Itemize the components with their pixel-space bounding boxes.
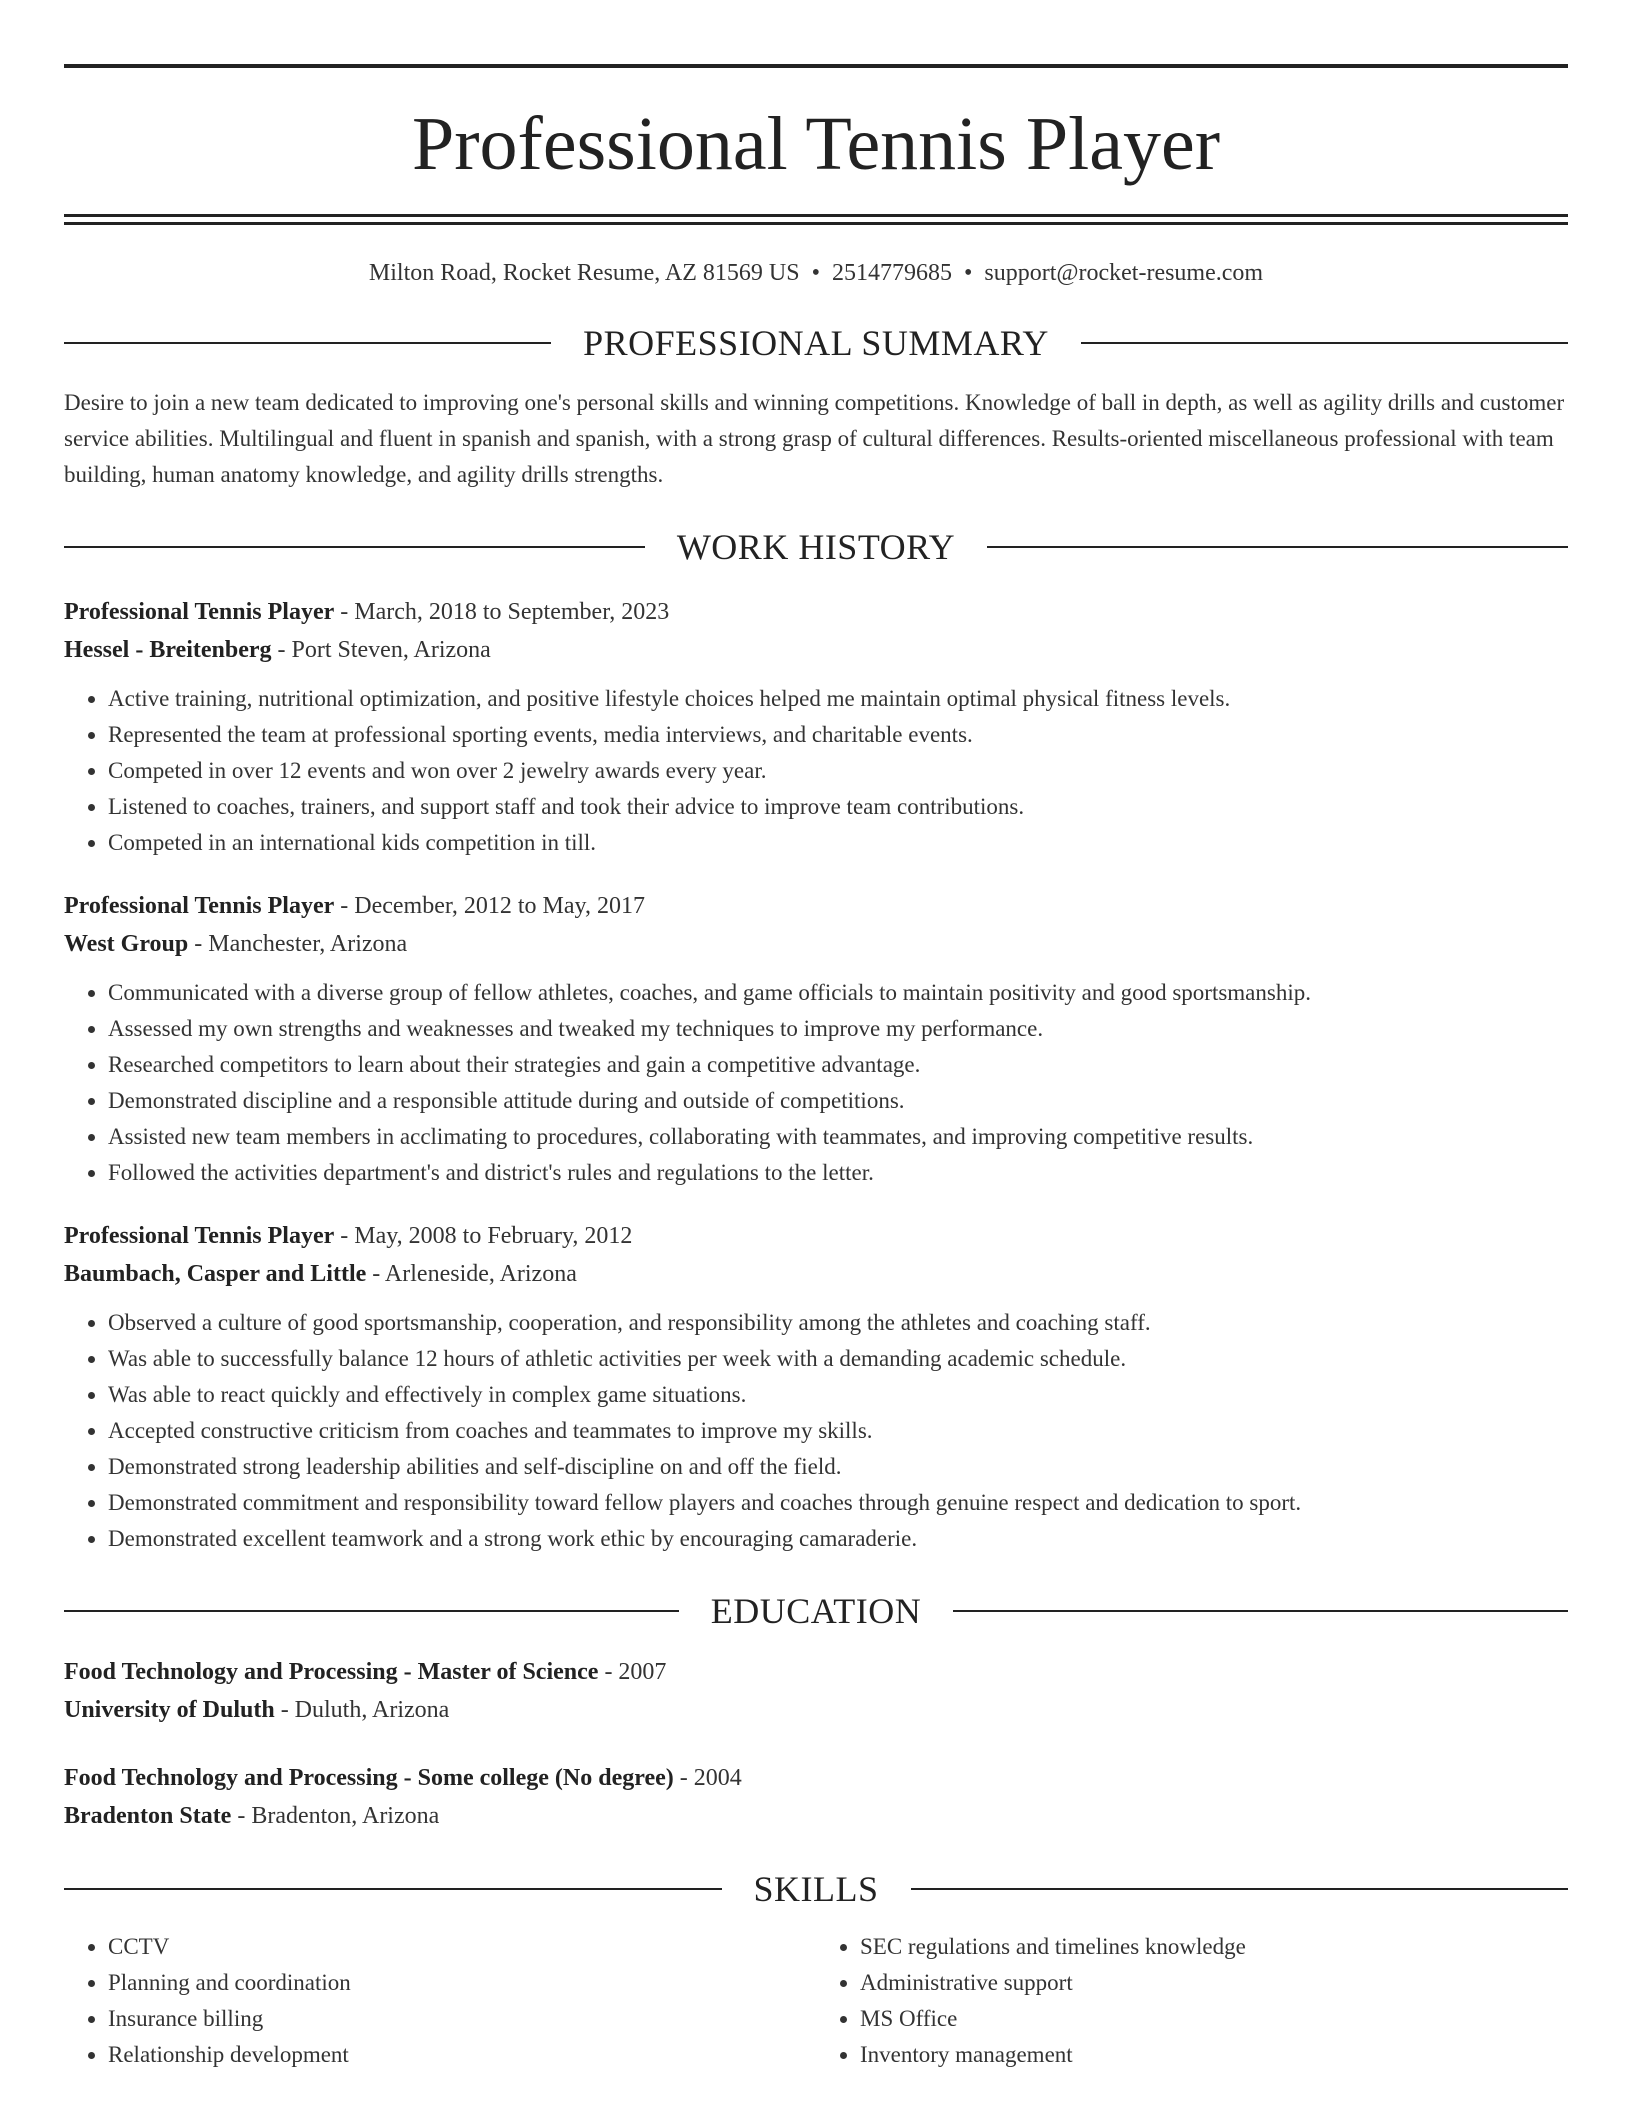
heading-rule-left <box>64 1888 722 1890</box>
job-dates: - May, 2008 to February, 2012 <box>334 1223 633 1249</box>
job-entry <box>64 593 1568 861</box>
job-bullet: • Observed a culture of good sportsmanship, cooperation, and responsibility among the athletes and coaching staff. <box>108 1305 1568 1341</box>
skills-columns <box>64 1929 1568 2073</box>
job-bullet: • Active training, nutritional optimization, and positive lifestyle choices helped me maintain optimal physical fitness levels. <box>108 681 1568 717</box>
section-heading-skills <box>64 1869 1568 1909</box>
section-title: SKILLS <box>753 1869 879 1909</box>
job-bullets <box>64 681 1568 861</box>
summary-text: Desire to join a new team dedicated to improving one's personal skills and winning competitions. Knowledge of ball in depth, as well as agility drills and customer service abilities. Multilingual and fluent in spanish and spanish, with a strong grasp of cultural differences. Results-oriented miscellaneous professional with team building, human anatomy knowledge, and agility drills strengths. <box>64 390 1565 487</box>
section-title: WORK HISTORY <box>676 527 956 567</box>
skill-item: • Insurance billing <box>108 2001 816 2037</box>
school-location: - Duluth, Arizona <box>274 1697 450 1723</box>
job-bullet: • Researched competitors to learn about their strategies and gain a competitive advantage. <box>108 1047 1568 1083</box>
section-heading-work <box>64 527 1568 567</box>
job-bullet: • Competed in over 12 events and won over 2 jewelry awards every year. <box>108 753 1568 789</box>
job-entry <box>64 1217 1568 1557</box>
school-line <box>64 1797 1568 1835</box>
separator-dot: • <box>811 260 820 286</box>
education-entry <box>64 1759 1568 1835</box>
heading-rule-right <box>953 1610 1568 1612</box>
resume-content <box>64 64 1568 2073</box>
job-bullet: • Listened to coaches, trainers, and support staff and took their advice to improve team contributions. <box>108 789 1568 825</box>
heading-rule-right <box>987 546 1568 548</box>
job-company: Baumbach, Casper and Little <box>64 1261 367 1287</box>
section-title: EDUCATION <box>710 1591 922 1631</box>
job-company-line <box>64 1255 1568 1293</box>
skills-list-right <box>816 1929 1568 2073</box>
job-bullet: • Demonstrated discipline and a responsible attitude during and outside of competitions. <box>108 1083 1568 1119</box>
skill-item: • MS Office <box>860 2001 1568 2037</box>
heading-rule-left <box>64 546 645 548</box>
skill-item: • SEC regulations and timelines knowledge <box>860 1929 1568 1965</box>
contact-line <box>64 257 1568 289</box>
job-bullet: • Competed in an international kids competition in till. <box>108 825 1568 861</box>
job-title: Professional Tennis Player <box>64 893 335 919</box>
skills-list-left <box>64 1929 816 2073</box>
job-company: Hessel - Breitenberg <box>64 637 272 663</box>
school: University of Duluth <box>64 1697 275 1723</box>
section-heading-summary <box>64 323 1568 363</box>
separator-dot: • <box>963 260 973 286</box>
page-title: Professional Tennis Player <box>411 102 1221 186</box>
degree-line <box>64 1759 1568 1797</box>
school-location: - Bradenton, Arizona <box>231 1803 440 1829</box>
job-entry <box>64 887 1568 1191</box>
degree: Food Technology and Processing - Some college (No degree) <box>64 1765 674 1791</box>
heading-rule-left <box>64 1610 679 1612</box>
job-bullet: • Demonstrated excellent teamwork and a strong work ethic by encouraging camaraderie. <box>108 1521 1568 1557</box>
skill-item: • Inventory management <box>860 2037 1568 2073</box>
job-company-line <box>64 925 1568 963</box>
job-bullet: • Assisted new team members in acclimating to procedures, collaborating with teammates, and improving competitive results. <box>108 1119 1568 1155</box>
contact-phone: 2514779685 <box>831 260 952 286</box>
job-bullet: • Demonstrated strong leadership abilities and self-discipline on and off the field. <box>108 1449 1568 1485</box>
section-title: PROFESSIONAL SUMMARY <box>583 323 1049 363</box>
skill-item: • Administrative support <box>860 1965 1568 2001</box>
degree-year: - 2004 <box>673 1765 742 1791</box>
job-bullet: • Accepted constructive criticism from coaches and teammates to improve my skills. <box>108 1413 1568 1449</box>
education-entry <box>64 1653 1568 1729</box>
double-rule <box>64 214 1568 225</box>
contact-email: support@rocket-resume.com <box>984 260 1264 286</box>
contact-address: Milton Road, Rocket Resume, AZ 81569 US <box>368 260 800 286</box>
job-title: Professional Tennis Player <box>64 1223 335 1249</box>
skill-item: • CCTV <box>108 1929 816 1965</box>
job-bullet: • Was able to react quickly and effectively in complex game situations. <box>108 1377 1568 1413</box>
job-bullet: • Communicated with a diverse group of fellow athletes, coaches, and game officials to maintain positivity and good sportsmanship. <box>108 975 1568 1011</box>
job-company: West Group <box>64 931 189 957</box>
job-location: - Port Steven, Arizona <box>271 637 491 663</box>
job-location: - Manchester, Arizona <box>188 931 408 957</box>
job-location: - Arleneside, Arizona <box>366 1261 577 1287</box>
job-dates: - December, 2012 to May, 2017 <box>334 893 645 919</box>
heading-rule-left <box>64 342 551 344</box>
job-bullet: • Assessed my own strengths and weaknesses and tweaked my techniques to improve my performance. <box>108 1011 1568 1047</box>
job-bullet: • Was able to successfully balance 12 hours of athletic activities per week with a demanding academic schedule. <box>108 1341 1568 1377</box>
skill-item: • Planning and coordination <box>108 1965 816 2001</box>
degree-line <box>64 1653 1568 1691</box>
job-bullet: • Demonstrated commitment and responsibility toward fellow players and coaches through genuine respect and dedication to sport. <box>108 1485 1568 1521</box>
degree: Food Technology and Processing - Master of Science <box>64 1659 599 1685</box>
job-bullets <box>64 1305 1568 1557</box>
degree-year: - 2007 <box>598 1659 667 1685</box>
job-bullet: • Represented the team at professional sporting events, media interviews, and charitable events. <box>108 717 1568 753</box>
job-dates: - March, 2018 to September, 2023 <box>334 599 670 625</box>
heading-rule-right <box>1081 342 1568 344</box>
section-heading-education <box>64 1591 1568 1631</box>
job-title-line <box>64 1217 1568 1255</box>
job-bullet: • Followed the activities department's and district's rules and regulations to the letter. <box>108 1155 1568 1191</box>
heading-rule-right <box>911 1888 1569 1890</box>
job-title: Professional Tennis Player <box>64 599 335 625</box>
job-title-line <box>64 887 1568 925</box>
job-company-line <box>64 631 1568 669</box>
job-title-line <box>64 593 1568 631</box>
skill-item: • Relationship development <box>108 2037 816 2073</box>
top-rule <box>64 64 1568 68</box>
school-line <box>64 1691 1568 1729</box>
job-bullets <box>64 975 1568 1191</box>
school: Bradenton State <box>64 1803 232 1829</box>
